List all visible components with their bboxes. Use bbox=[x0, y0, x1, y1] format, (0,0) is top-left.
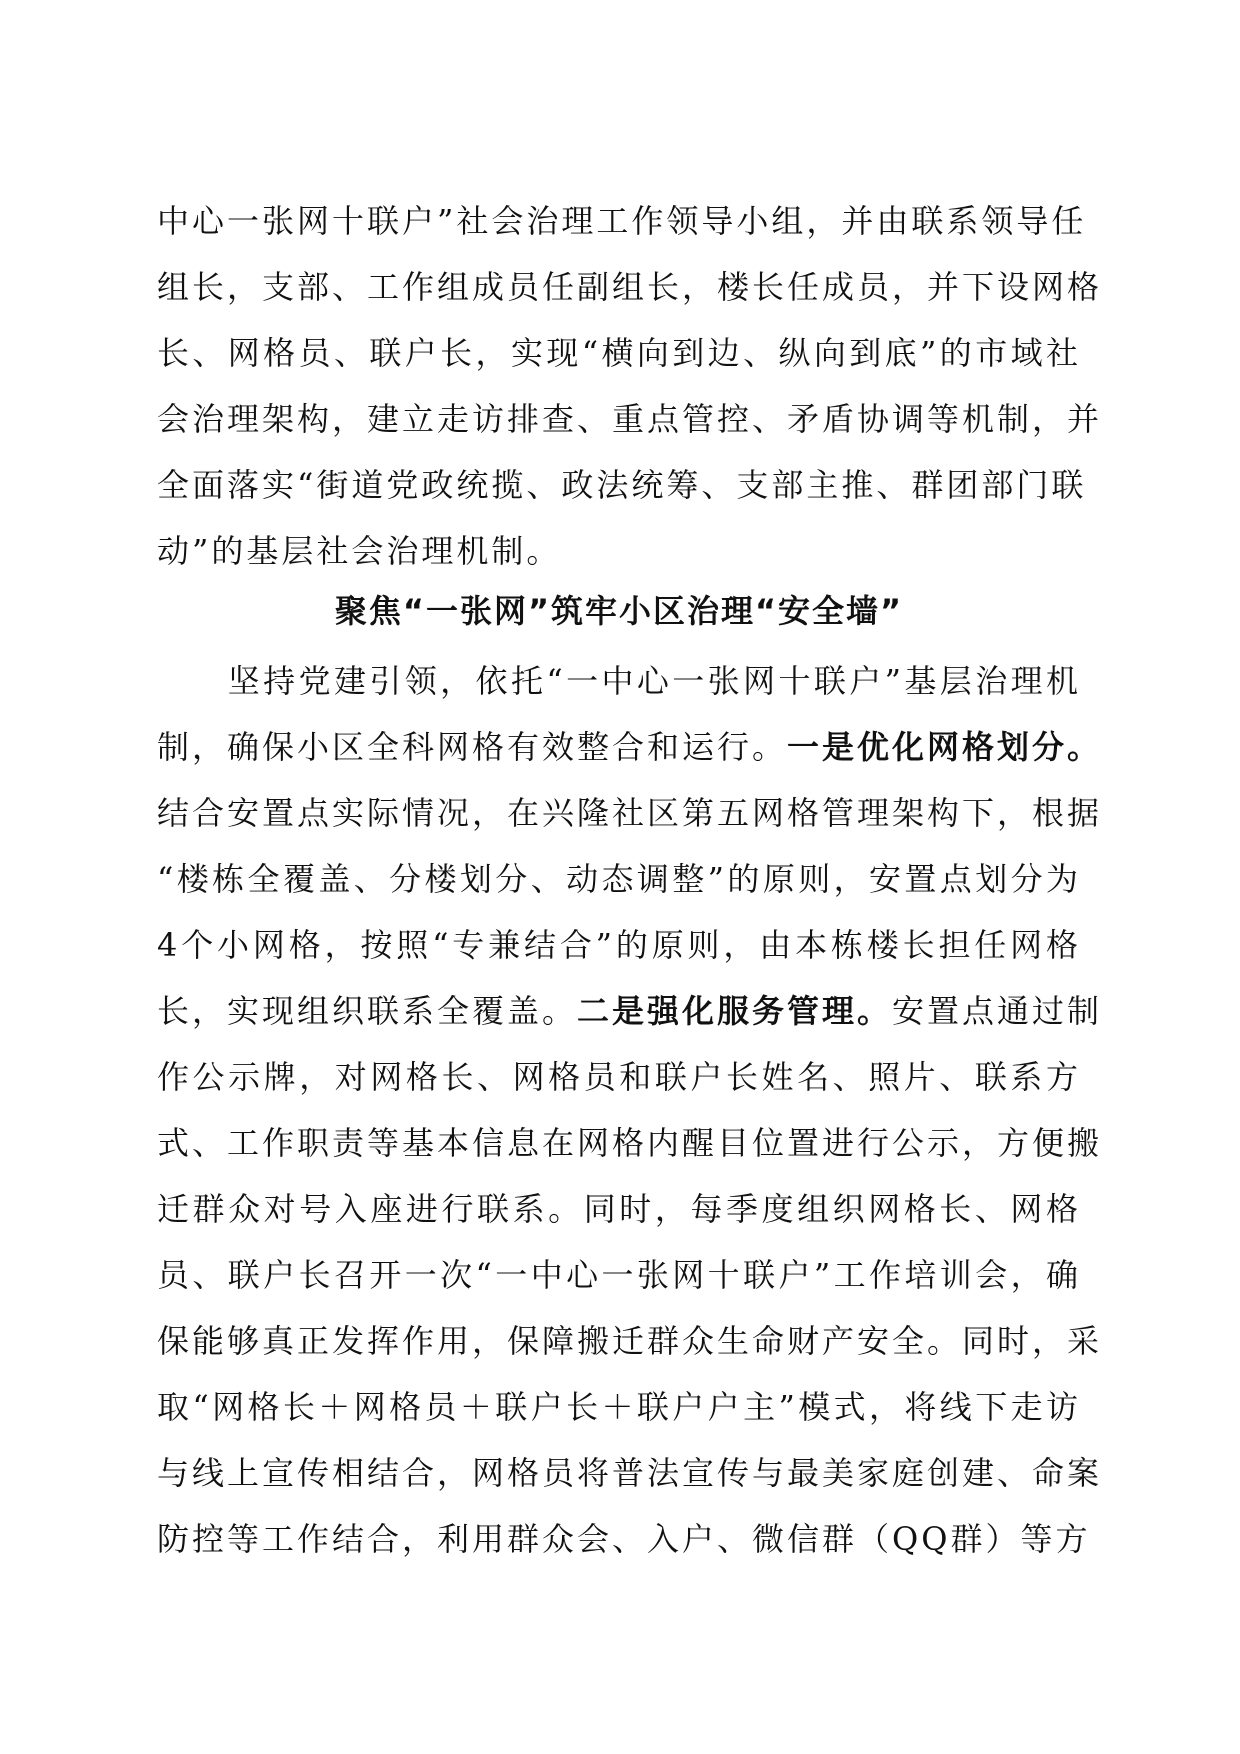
text-span: 长，实现组织联系全覆盖。 bbox=[157, 992, 578, 1030]
text-line: “楼栋全覆盖、分楼划分、动态调整”的原则，安置点划分为 bbox=[157, 860, 1081, 898]
bold-lead-phrase: 一是优化网格划分。 bbox=[787, 728, 1103, 766]
text-line: 式、工作职责等基本信息在网格内醒目位置进行公示，方便搬 bbox=[157, 1124, 1103, 1162]
text-line: 作公示牌，对网格长、网格员和联户长姓名、照片、联系方 bbox=[157, 1058, 1081, 1096]
text-line: 与线上宣传相结合，网格员将普法宣传与最美家庭创建、命案 bbox=[157, 1454, 1103, 1492]
text-span: 制，确保小区全科网格有效整合和运行。 bbox=[157, 728, 788, 766]
text-line: 保能够真正发挥作用，保障搬迁群众生命财产安全。同时，采 bbox=[157, 1322, 1103, 1360]
text-span: 安置点通过制 bbox=[892, 992, 1103, 1030]
text-line: 全面落实“街道党政统揽、政法统筹、支部主推、群团部门联 bbox=[157, 466, 1087, 504]
text-line: 坚持党建引领，依托“一中心一张网十联户”基层治理机 bbox=[157, 662, 1081, 700]
text-line bbox=[157, 714, 1103, 780]
paragraph-1 bbox=[157, 188, 1103, 584]
text-line: 员、联户长召开一次“一中心一张网十联户”工作培训会，确 bbox=[157, 1256, 1081, 1294]
text-line: 动”的基层社会治理机制。 bbox=[157, 532, 562, 570]
text-line: 防控等工作结合，利用群众会、入户、微信群（QQ群）等方 bbox=[157, 1520, 1091, 1558]
section-heading: 聚焦“一张网”筑牢小区治理“安全墙” bbox=[334, 592, 904, 630]
text-line: 会治理架构，建立走访排查、重点管控、矛盾协调等机制，并 bbox=[157, 400, 1103, 438]
text-line: 4个小网格，按照“专兼结合”的原则，由本栋楼长担任网格 bbox=[157, 926, 1081, 964]
paragraph-2 bbox=[157, 648, 1103, 1572]
text-line: 取“网格长＋网格员＋联户长＋联户户主”模式，将线下走访 bbox=[157, 1388, 1081, 1426]
text-line: 迁群众对号入座进行联系。同时，每季度组织网格长、网格 bbox=[157, 1190, 1081, 1228]
text-line bbox=[157, 978, 1103, 1044]
text-line: 结合安置点实际情况，在兴隆社区第五网格管理架构下，根据 bbox=[157, 794, 1103, 832]
text-line: 中心一张网十联户”社会治理工作领导小组，并由联系领导任 bbox=[157, 202, 1087, 240]
bold-lead-phrase: 二是强化服务管理。 bbox=[577, 992, 893, 1030]
text-line: 组长，支部、工作组成员任副组长，楼长任成员，并下设网格 bbox=[157, 268, 1103, 306]
text-line: 长、网格员、联户长，实现“横向到边、纵向到底”的市域社 bbox=[157, 334, 1081, 372]
